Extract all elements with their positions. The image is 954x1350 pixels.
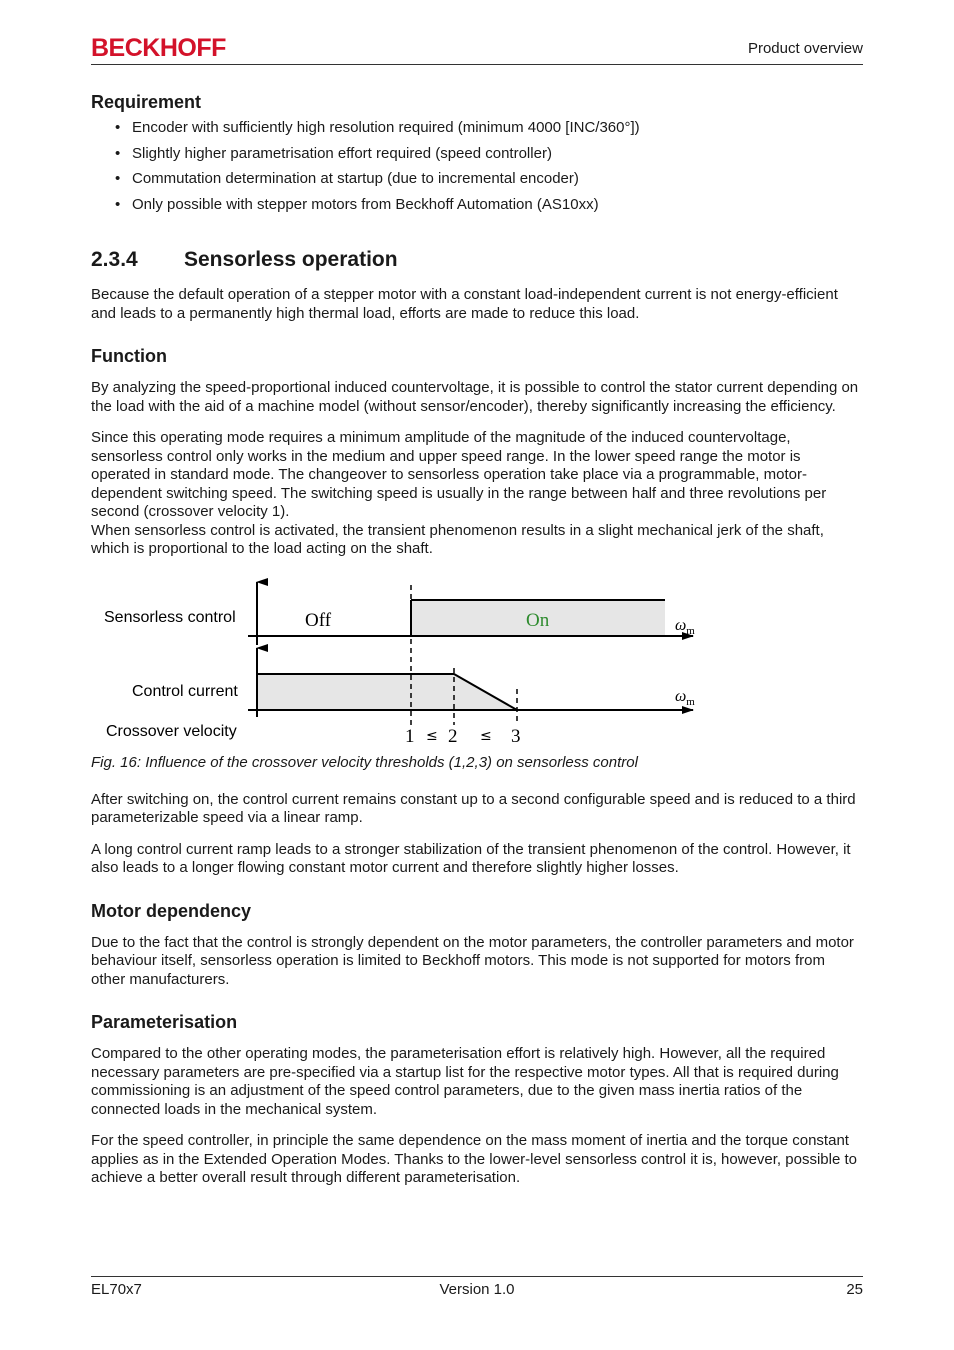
- parameterisation-paragraph-1: Compared to the other operating modes, the parameterisation effort is relatively high. However, all the required necessary parameters are pre-specified via a startup list for the respective motor types. All that is required during commissioning is an adjustment of the speed control parameters, due to the given mass inertia ratios of the connected loads in the mechanical system.: [91, 1045, 839, 1118]
- header-section-title: Product overview: [747, 40, 863, 57]
- function-paragraph-2: Since this operating mode requires a minimum amplitude of the magnitude of the induced countervoltage, sensorless control only works in the medium and upper speed range. In the lower speed range the motor is operated in standard mode. The changeover to sensorless operation take place via a programmable, motor-dependent switching speed. The switching speed is usually in the range between half and three revolutions per second (crossover velocity 1).: [91, 429, 827, 520]
- crossover-diagram: [91, 575, 863, 747]
- omega-axis-label-lower: $\omega_m$: [675, 687, 695, 708]
- bullet-icon: •: [115, 170, 121, 187]
- omega-axis-label-upper: $\omega_m$: [675, 616, 695, 637]
- list-item: • Commutation determination at startup (due to incremental encoder): [115, 170, 579, 187]
- list-item: • Slightly higher parametrisation effort required (speed controller): [115, 144, 552, 162]
- figure-caption: Fig. 16: Influence of the crossover velocity thresholds (1,2,3) on sensorless control: [91, 753, 638, 771]
- list-item: • Only possible with stepper motors from Beckhoff Automation (AS10xx): [115, 195, 599, 213]
- control-current-label: Control current: [132, 682, 238, 700]
- function-heading: Function: [91, 346, 167, 366]
- bullet-icon: •: [115, 195, 121, 213]
- function-paragraph-3: When sensorless control is activated, the transient phenomenon results in a slight mechanical jerk of the shaft, which is proportional to the load acting on the shaft.: [91, 521, 824, 557]
- crossover-figure: [91, 575, 863, 747]
- parameterisation-paragraph-2: For the speed controller, in principle the same dependence on the mass moment of inertia and the torque constant applies as in the Extended Operation Modes. Thanks to the lower-level sensorless control it is, however, possible to achieve a better overall result through different parameterisation.: [91, 1132, 857, 1186]
- off-label: Off: [305, 609, 332, 631]
- threshold-2-label: 2: [448, 725, 458, 747]
- motor-dependency-paragraph: Due to the fact that the control is strongly dependent on the motor parameters, the controller parameters and motor behaviour itself, sensorless operation is limited to Beckhoff motors. This mode is not supported for motors from other manufacturers.: [91, 933, 854, 988]
- function-paragraph-1: By analyzing the speed-proportional induced countervoltage, it is possible to control the stator current depending on the load with the aid of a machine model (without sensor/encoder), thereby significantly increasing the efficiency.: [91, 379, 859, 415]
- crossover-velocity-label: Crossover velocity: [106, 722, 237, 740]
- page-content: [91, 90, 863, 1188]
- footer-divider: [91, 1276, 863, 1277]
- parameterisation-heading: Parameterisation: [91, 1012, 238, 1032]
- bullet-icon: •: [115, 144, 121, 162]
- requirement-list: [91, 119, 863, 214]
- footer-product: EL70x7: [91, 1281, 142, 1298]
- chapter-number: 2.3.4: [91, 248, 138, 271]
- chapter-heading: [91, 247, 863, 273]
- list-item: • Encoder with sufficiently high resolution required (minimum 4000 [INC/360°]): [115, 119, 640, 136]
- on-label: On: [526, 609, 550, 631]
- leq-symbol-2: ≤: [480, 727, 492, 744]
- bullet-icon: •: [115, 119, 121, 136]
- threshold-1-label: 1: [405, 725, 415, 747]
- after-figure-paragraph-2: A long control current ramp leads to a stronger stabilization of the transient phenomenon of the control. However, it also leads to a longer flowing constant motor current and therefore slightly higher losses.: [91, 840, 851, 876]
- leq-symbol-1: ≤: [426, 727, 438, 744]
- sensorless-control-label: Sensorless control: [104, 608, 236, 626]
- footer-page-number: 25: [846, 1281, 863, 1298]
- after-figure-paragraph-1: After switching on, the control current remains constant up to a second configurable speed and is reduced to a third parameterizable speed via a linear ramp.: [91, 790, 856, 826]
- beckhoff-logo: BECKHOFF: [91, 34, 226, 62]
- threshold-3-label: 3: [511, 725, 521, 747]
- header-divider: [91, 64, 863, 65]
- footer-version: Version 1.0: [439, 1281, 515, 1298]
- chapter-title: Sensorless operation: [184, 248, 398, 271]
- motor-dependency-heading: Motor dependency: [91, 900, 252, 921]
- requirement-heading: Requirement: [91, 92, 202, 112]
- current-region: [257, 674, 517, 710]
- chapter-intro: Because the default operation of a stepper motor with a constant load-independent current is not energy-efficient and leads to a permanently high thermal load, efforts are made to reduce this load.: [91, 286, 838, 322]
